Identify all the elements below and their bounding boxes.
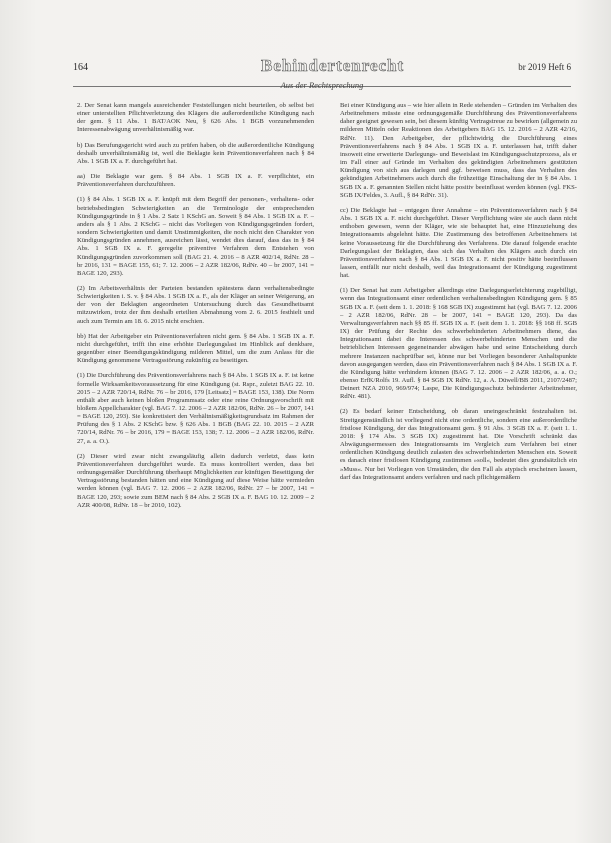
paragraph: (2) Dieser wird zwar nicht zwangsläufig allein dadurch verletzt, dass kein Präventionsverfahren durchgeführt wurde. Es muss kontrolliert werden, dass bei ordnungsgemäßer Durchführung überhaupt Möglichkeiten zur künftigen Beseitigung der Vertragsstörung bestanden hätten und eine Kündigung auf diese Weise hätte vermieden werden können (vgl. BAG 7. 12. 2006 – 2 AZR 182/06, RdNr. 27 – br 2007, 141 = BAGE 120, 293; sowie zum BEM nach § 84 Abs. 2 SGB IX a. F. BAG 10. 12. 2009 – 2 AZR 400/08, RdNr. 18 – br 2010, 102). (77, 452, 314, 509)
paragraph: (2) Es bedarf keiner Entscheidung, ob daran uneingeschränkt festzuhalten ist. Streitgegenständlich ist vorliegend nicht eine ordentliche, sondern eine außerordentliche fristlose Kündigung, der das Integrationsamt gem. § 91 Abs. 3 SGB IX a. F. (seit 1. 1. 2018: § 174 Abs. 3 SGB IX) zugestimmt hat. Die Vorschrift schränkt das Abwägungsermessen des Integrationsamts im Vergleich zum Verfahren bei einer ordentlichen Kündigung deutlich zulasten des schwerbehinderten Menschen ein. Soweit es danach einer fristlosen Kündigung zustimmen »soll«, bedeutet dies grundsätzlich ein »Muss«. Nur bei Vorliegen von Umständen, die den Fall als atypisch erscheinen lassen, darf das Integrationsamt anders verfahren und nach pflichtgemäßem (340, 408, 577, 481)
page-number: 164 (73, 62, 88, 73)
paragraph: b) Das Berufungsgericht wird auch zu prüfen haben, ob die außerordentliche Kündigung deshalb unverhältnismäßig ist, weil die Beklagte kein Präventionsverfahren nach § 84 Abs. 1 SGB IX a. F. durchgeführt hat. (77, 141, 314, 165)
paragraph: cc) Die Beklagte hat – entgegen ihrer Annahme – ein Präventionsverfahren nach § 84 Abs. 1 SGB IX a. F. nicht durchgeführt. Dieser Verpflichtung wäre sie auch dann nicht enthoben gewesen, wenn der Kläger, wie sie behauptet hat, eine Hinzuziehung des Integrationsamts abgelehnt hätte. Die Zustimmung des betroffenen Arbeitnehmers ist keine Voraussetzung für die Durchführung des Verfahrens. Die darauf folgende erachte Darlegungslast der Beklagten, dass sich das Verhalten des Klägers auch durch ein Präventionsverfahren nach § 84 Abs. 1 SGB IX a. F. nicht positiv hätte beeinflussen lassen, entfällt nur nicht deshalb, weil das Integrationsamt der Kündigung zugestimmt hat. (340, 206, 577, 280)
issue-label: br 2019 Heft 6 (518, 62, 571, 72)
paragraph: bb) Hat der Arbeitgeber ein Präventionsverfahren nicht gem. § 84 Abs. 1 SGB IX a. F. nicht durchgeführt, trifft ihn eine erhöhte Darlegungslast im Hinblick auf denkbare, gegenüber einer Beendigungskündigung milderen Mittel, um die zum Anlass für die Kündigung genommene Vertragsstörung zukünftig zu beseitigen. (77, 332, 314, 365)
left-column (77, 102, 314, 822)
right-column (340, 102, 577, 822)
paragraph: (1) § 84 Abs. 1 SGB IX a. F. knüpft mit dem Begriff der personen-, verhaltens- oder betriebsbedingten Schwierigkeiten an die Terminologie der entsprechenden Kündigungsgründe in § 1 Abs. 2 Satz 1 KSchG an. Soweit § 84 Abs. 1 SGB IX a. F. – anders als § 1 Abs. 2 KSchG – nicht das Vorliegen von Kündigungsgründen fordert, sondern Schwierigkeiten und damit Unstimmigkeiten, die noch nicht den Charakter von Kündigungsgründen annehmen, ausreichen lässt, wendet dies darauf, dass das in § 84 Abs. 1 SGB IX a. F. geregelte präventive Verfahren dem Entstehen von Kündigungsgründen zuvorkommen soll (BAG 21. 4. 2016 – 8 AZR 402/14, RdNr. 28 – br 2016, 131 = BAGE 155, 61; 7. 12. 2006 – 2 AZR 182/06, RdNr. 40 – br 2007, 141 = BAGE 120, 293). (77, 196, 314, 277)
paragraph: aa) Die Beklagte war gem. § 84 Abs. 1 SGB IX a. F. verpflichtet, ein Präventionsverfahren durchzuführen. (77, 173, 314, 189)
section-title: Aus der Rechtsprechung (280, 80, 364, 90)
paragraph: (1) Die Durchführung des Präventionsverfahrens nach § 84 Abs. 1 SGB IX a. F. ist keine formelle Wirksamkeitsvoraussetzung für eine Kündigung (st. Rspr., zuletzt BAG 22. 10. 2015 – 2 AZR 720/14, RdNr. 76 – br 2016, 179 [Leitsatz] = BAGE 153, 138). Die Norm enthält aber auch keinen bloßen Programmsatz oder eine reine Ordnungsvorschrift mit bloßem Appellcharakter (vgl. BAG 7. 12. 2006 – 2 AZR 182/06, RdNr. 26 – br 2007, 141 = BAGE 120, 293). Sie konkretisiert den Verhältnismäßigkeitsgrundsatz im Rahmen der Prüfung des § 1 Abs. 2 KSchG bzw. § 626 Abs. 1 BGB (BAG 22. 10. 2015 – 2 AZR 720/14, RdNr. 76 – br 2016, 179 = BAGE 153, 138; 7. 12. 2006 – 2 AZR 182/06, RdNr. 27, a. a. O.). (77, 372, 314, 445)
paragraph: (1) Der Senat hat zum Arbeitgeber allerdings eine Darlegungserleichterung zugebilligt, wenn das Integrationsamt einer ordentlichen verhaltensbedingten Kündigung gem. § 85 SGB IX a. F. (seit dem 1. 1. 2018: § 168 SGB IX) zugestimmt hat (vgl. BAG 7. 12. 2006 – 2 AZR 182/06, RdNr. 28 – br 2007, 141 = BAGE 120, 293). Da das Verwaltungsverfahren nach §§ 85 ff. SGB IX a. F. (seit dem 1. 1. 2018: §§ 168 ff. SGB IX) der Prüfung der Rechte des schwerbehinderten Arbeitnehmers diene, das Integrationsamt dabei die Interessen des schwerbehinderten Menschen und die betrieblichen Interessen gegeneinander abwägen habe und seine Entscheidung durch mehrere Instanzen nachprüfbar sei, könne nur bei Vorliegen besonderer Anhaltspunkte davon ausgegangen werden, dass ein Präventionsverfahren nach § 84 Abs. 1 SGB IX a. F. die Kündigung hätte verhindern können (BAG 7. 12. 2006 – 2 AZR 182/06, a. a. O.; ebenso ErfK/Rolfs 19. Aufl. § 84 SGB IX RdNr. 12, a. A. Düwell/BB 2011, 2107/2487; Deinert NZA 2010, 969/974; Laspe, Die Kündigungsschutz behinderter Arbeitnehmer, RdNr. 481). (340, 287, 577, 401)
paragraph: 2. Der Senat kann mangels ausreichender Feststellungen nicht beurteilen, ob selbst bei einer unterstellten Pflichtverletzung des Klägers die außerordentliche Kündigung nach der gem. § 11 Abs. 1 BAT/AOK Neu, § 626 Abs. 1 BGB vorzunehmenden Interessenabwägung unverhältnismäßig war. (77, 102, 314, 134)
journal-title: Behindertenrecht (261, 56, 405, 75)
paragraph: Bei einer Kündigung aus – wie hier allein in Rede stehenden – Gründen im Verhalten des Arbeitnehmers müsste eine ordnungsgemäße Durchführung des Präventionsverfahrens daher geeignet gewesen sein, bei diesem künftig Vertragstreue zu bewirken (allgemein zu milderen Mitteln oder Reaktionen des Arbeitgebers BAG 15. 12. 2016 – 2 AZR 42/16, RdNr. 11). Den Arbeitgeber, der pflichtwidrig die Durchführung eines Präventionsverfahrens nach § 84 Abs. 1 SGB IX a. F. unterlassen hat, trifft daher insoweit eine erweiterte Darlegungs- und Beweislast im Kündigungsschutzprozess, als er im Fall einer auf Gründe im Verhalten des gekündigten Arbeitnehmers gestützten Kündigung von sich aus darlegen und ggf. beweisen muss, dass das Verhalten des gekündigten Arbeitnehmers auch durch die frühzeitige Einschaltung der in § 84 Abs. 1 SGB IX a. F. genannten Stellen nicht hätte positiv beeinflusst werden können (vgl. FKS-SGB IX/Feldes, 3. Aufl., § 84 RdNr. 31). (340, 102, 577, 199)
paragraph: (2) Im Arbeitsverhältnis der Parteien bestanden spätestens dann verhaltensbedingte Schwierigkeiten i. S. v. § 84 Abs. 1 SGB IX a. F., als der Kläger an seiner Weigerung, an der von der Beklagten angeordneten Untersuchung durch das Gesundheitsamt mitzuwirken, trotz der ihm deshalb erteilten Abmahnung vom 2. 6. 2015 festhielt und auch zum Termin am 18. 6. 2015 nicht erschien. (77, 284, 314, 325)
